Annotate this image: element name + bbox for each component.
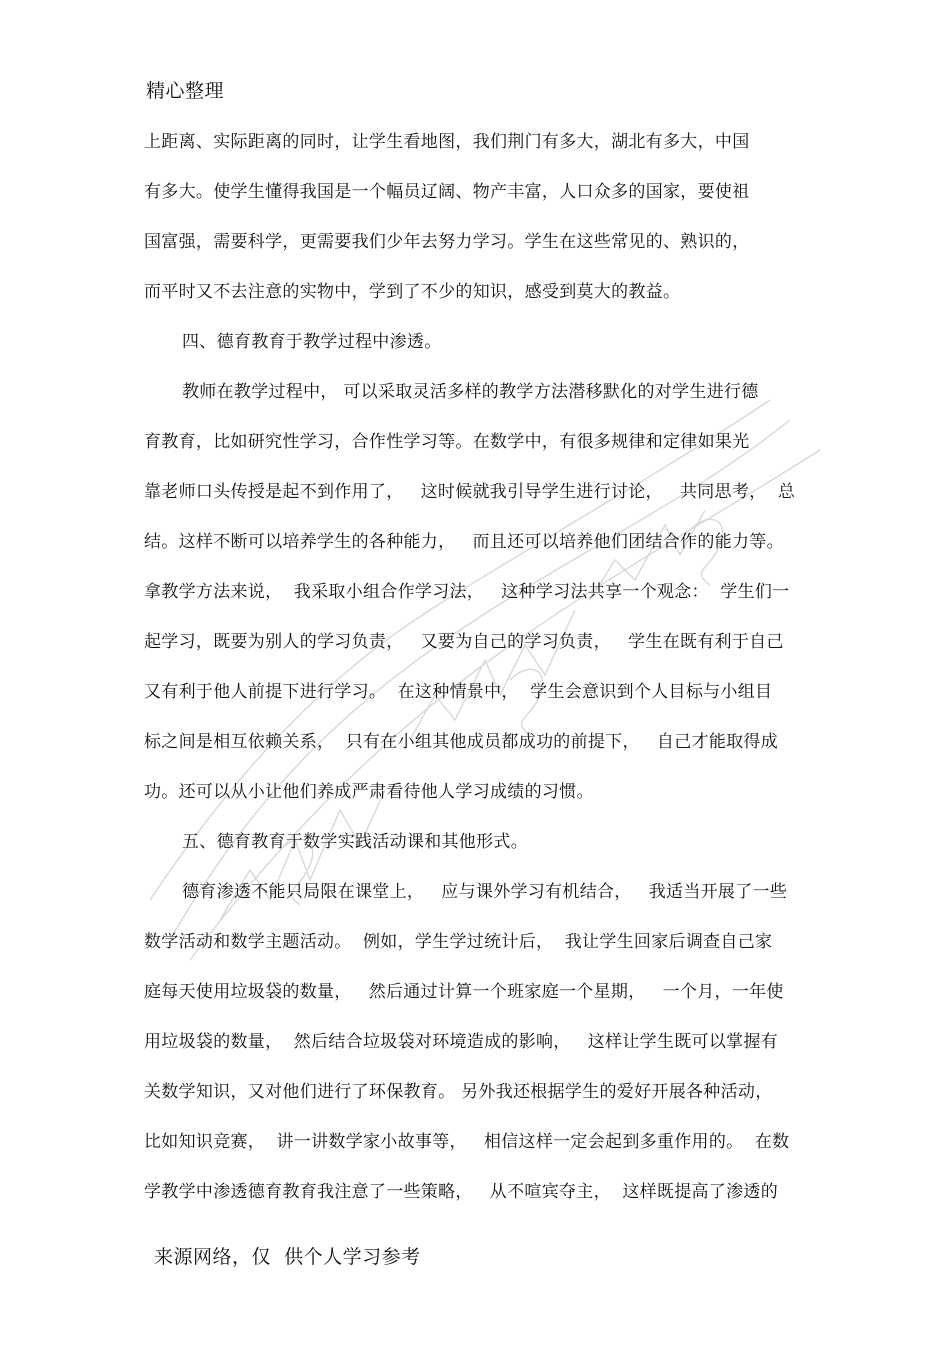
paragraph-line: 数学活动和数学主题活动。 例如，学生学过统计后， 我让学生回家后调查自己家 [144, 932, 773, 952]
section-heading: 四、德育教育于教学过程中渗透。 [182, 332, 442, 352]
paragraph-line: 功。还可以从小让他们养成严肃看待他人学习成绩的习惯。 [144, 782, 594, 802]
paragraph-line: 上距离、实际距离的同时，让学生看地图，我们荆门有多大，湖北有多大，中国 [144, 132, 750, 152]
paragraph-line: 比如知识竞赛， 讲一讲数学家小故事等， 相信这样一定会起到多重作用的。 在数 [144, 1132, 790, 1152]
paragraph-line: 学教学中渗透德育教育我注意了一些策略， 从不喧宾夺主， 这样既提高了渗透的 [144, 1182, 779, 1202]
paragraph-line: 起学习，既要为别人的学习负责， 又要为自己的学习负责， 学生在既有利于自己 [144, 632, 784, 652]
paragraph-line: 育教育，比如研究性学习，合作性学习等。在数学中，有很多规律和定律如果光 [144, 432, 750, 452]
section-heading: 五、德育教育于数学实践活动课和其他形式。 [182, 832, 528, 852]
paragraph-line: 国富强，需要科学，更需要我们少年去努力学习。学生在这些常见的、熟识的， [144, 232, 750, 252]
paragraph-line: 德育渗透不能只局限在课堂上， 应与课外学习有机结合， 我适当开展了一些 [182, 882, 788, 902]
paragraph-line: 标之间是相互依赖关系， 只有在小组其他成员都成功的前提下， 自己才能取得成 [144, 732, 779, 752]
paragraph-line: 结。这样不断可以培养学生的各种能力， 而且还可以培养他们团结合作的能力等。 [144, 532, 784, 552]
paragraph-line: 而平时又不去注意的实物中，学到了不少的知识，感受到莫大的教益。 [144, 282, 681, 302]
paragraph-line: 庭每天使用垃圾袋的数量， 然后通过计算一个班家庭一个星期， 一个月，一年使 [144, 982, 784, 1002]
paragraph-line: 有多大。使学生懂得我国是一个幅员辽阔、物产丰富，人口众多的国家，要使祖 [144, 182, 750, 202]
paragraph-line: 关数学知识，又对他们进行了环保教育。 另外我还根据学生的爱好开展各种活动， [144, 1082, 773, 1102]
page-header: 精心整理 [146, 80, 225, 102]
paragraph-line: 拿教学方法来说， 我采取小组合作学习法， 这种学习法共享一个观念： 学生们一 [144, 582, 790, 602]
paragraph-line: 又有利于他人前提下进行学习。 在这种情景中， 学生会意识到个人目标与小组目 [144, 682, 773, 702]
paragraph-line: 教师在教学过程中， 可以采取灵活多样的教学方法潜移默化的对学生进行德 [182, 382, 759, 402]
paragraph-line: 用垃圾袋的数量， 然后结合垃圾袋对环境造成的影响， 这样让学生既可以掌握有 [144, 1032, 779, 1052]
paragraph-line: 靠老师口头传授是起不到作用了， 这时候就我引导学生进行讨论， 共同思考， 总 [144, 482, 796, 502]
page-footer: 来源网络，仅 供个人学习参考 [154, 1246, 421, 1268]
